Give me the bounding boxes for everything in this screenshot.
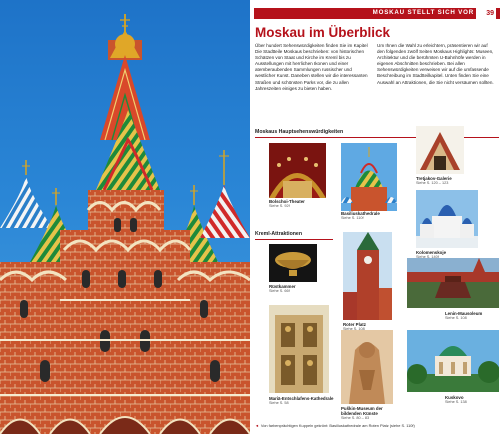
photo-puschkin-museum <box>341 330 393 404</box>
text-page <box>250 0 500 434</box>
caption-maria: Mariä-Entschlafens-Kathedrale Siehe S. 58 <box>269 396 334 406</box>
caption-lenin: Lenin-Mausoleum Siehe S. 108 <box>445 311 483 321</box>
section-heading-kremlin: Kreml-Attraktionen <box>255 231 302 237</box>
photo-footnote: ◄ Von farbenprächtigen Kuppeln gekrönt: Basiliuskathedrale am Roten Platz (siehe S. 110f) <box>255 423 415 428</box>
photo-ruestkammer <box>269 244 317 282</box>
caption-puschkin: Puškin-Museum der bildenden Künste Siehe S. 80 – 83 <box>341 406 383 421</box>
photo-lenin-mausoleum <box>407 258 499 308</box>
page-number: 39 <box>476 8 496 19</box>
photo-maria-cathedral <box>269 305 329 393</box>
photo-bolshoi <box>269 143 326 198</box>
photo-tretjakov <box>416 126 464 174</box>
photo-kuskovo <box>407 330 499 392</box>
photo-kolomenskoje <box>416 190 478 248</box>
page-title: Moskau im Überblick <box>255 25 391 40</box>
intro-text-left: Über hundert Sehenswürdigkeiten finden Sie im Kapitel Die Stadtteile Moskaus beschrieben: von historischen Schätzen von Staat und Kirche im Kreml bis zu Ausstellungen mit herrlichen Ikonen und einer atemberaubenden Sammlungen russischer und westlicher Kunst. Daneben stellen wir die interessanten Straßen und schönsten Parks vor, die zu allen Jahreszeiten einiges zu bieten haben. <box>255 43 368 91</box>
photo-basilius <box>341 143 397 211</box>
caption-basilius: Basiliuskathedrale Siehe S. 110f <box>341 211 380 221</box>
caption-bolshoi: Bolschoi-Theater Siehe S. 92f <box>269 199 305 209</box>
intro-text-right: Um Ihnen die Wahl zu erleichtern, präsentieren wir auf den folgenden zwölf Seiten Moskaus Highlights: Museen, Architektur und die berühmten U-Bahnhöfe werden in eigenen Abschnitten beschrieben. Bei allen Sehenswürdigkeiten verweisen wir auf die umfassende Beschreibung im Stadtteilkapitel. Unten finden Sie eine Auswahl an Attraktionen, die Sie nicht versäumen sollten. <box>377 43 494 85</box>
photo-roter-platz <box>343 232 392 320</box>
caption-tretjakov: Tretjakov-Galerie Siehe S. 120 – 123 <box>416 176 452 186</box>
caption-kuskovo: Kuskovo Siehe S. 138 <box>445 395 467 405</box>
section-heading-highlights: Moskaus Hauptsehenswürdigkeiten <box>255 129 344 135</box>
arrow-left-icon: ◄ <box>255 423 259 428</box>
caption-kolomenskoje: Kolomenskoje <box>416 250 447 255</box>
section-divider-kremlin <box>255 239 333 240</box>
running-header: MOSKAU STELLT SICH VOR <box>372 9 474 16</box>
caption-roter-platz: Roter Platz <box>343 322 366 327</box>
caption-ruestkammer: Rüstkammer Siehe S. 66f <box>269 284 296 294</box>
